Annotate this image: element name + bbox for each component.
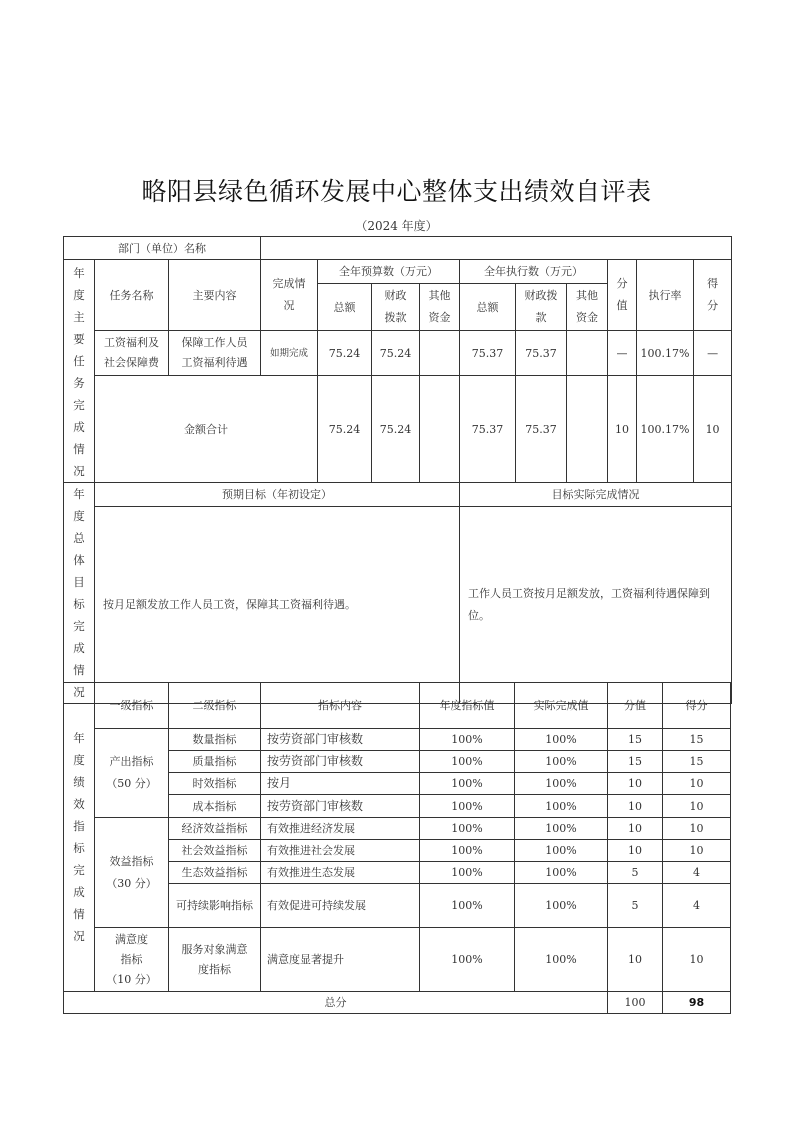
value: 10 bbox=[608, 795, 663, 818]
header-task-name: 任务名称 bbox=[95, 260, 169, 331]
value: 10 bbox=[608, 773, 663, 795]
level2 bbox=[169, 928, 261, 992]
total-value: 100 bbox=[608, 992, 663, 1014]
level2 bbox=[169, 884, 261, 928]
level1-output bbox=[95, 729, 169, 818]
value: 10 bbox=[608, 928, 663, 992]
header-main-content: 主要内容 bbox=[169, 260, 261, 331]
sum-exec-rate: 100.17% bbox=[637, 376, 694, 483]
target: 100% bbox=[420, 862, 515, 884]
actual: 100% bbox=[515, 818, 608, 840]
department-label: 部门（单位）名称 bbox=[64, 237, 261, 260]
sum-score: 10 bbox=[694, 376, 732, 483]
header-level1: 一级指标 bbox=[95, 683, 169, 729]
task-main-content-text: 保障工作人员工资福利待遇 bbox=[181, 336, 248, 370]
score: 10 bbox=[663, 928, 731, 992]
indicator-row bbox=[64, 818, 731, 840]
sum-budget-fiscal: 75.24 bbox=[372, 376, 420, 483]
task-name bbox=[95, 331, 169, 376]
header-exec-other bbox=[567, 284, 608, 331]
score: 10 bbox=[663, 818, 731, 840]
goals-section-text: 年度总体目标完成情况 bbox=[73, 487, 85, 699]
level1-output-name: 产出指标 bbox=[109, 755, 154, 768]
header-score-value-text: 分值 bbox=[616, 277, 628, 313]
header-exec-fiscal bbox=[516, 284, 567, 331]
header-budget-group: 全年预算数（万元） bbox=[318, 260, 460, 284]
actual: 100% bbox=[515, 928, 608, 992]
level2: 生态效益指标 bbox=[169, 862, 261, 884]
header-exec-total: 总额 bbox=[460, 284, 516, 331]
task-completion: 如期完成 bbox=[261, 331, 318, 376]
task-exec-rate: 100.17% bbox=[637, 331, 694, 376]
content: 有效推进生态发展 bbox=[261, 862, 420, 884]
level1-benefit-name: 效益指标 bbox=[109, 854, 154, 868]
task-exec-total: 75.37 bbox=[460, 331, 516, 376]
value: 5 bbox=[608, 884, 663, 928]
level2: 社会效益指标 bbox=[169, 840, 261, 862]
target: 100% bbox=[420, 729, 515, 751]
indicators-section-text: 年度绩效指标完成情况 bbox=[73, 731, 85, 943]
score: 10 bbox=[663, 840, 731, 862]
level2: 成本指标 bbox=[169, 795, 261, 818]
score: 15 bbox=[663, 751, 731, 773]
sum-label: 金额合计 bbox=[95, 376, 318, 483]
task-exec-fiscal: 75.37 bbox=[516, 331, 567, 376]
score: 10 bbox=[663, 773, 731, 795]
expected-goal-header: 预期目标（年初设定） bbox=[95, 483, 460, 507]
score: 15 bbox=[663, 729, 731, 751]
header-score-text: 得分 bbox=[707, 277, 719, 313]
header-score bbox=[694, 260, 732, 331]
level1-output-score: （50 分） bbox=[106, 777, 157, 790]
task-row bbox=[64, 331, 732, 376]
content: 有效推进社会发展 bbox=[261, 840, 420, 862]
task-name-text: 工资福利及社会保障费 bbox=[104, 336, 159, 370]
target: 100% bbox=[420, 818, 515, 840]
actual: 100% bbox=[515, 884, 608, 928]
sum-budget-total: 75.24 bbox=[318, 376, 372, 483]
goals-section-label bbox=[64, 483, 95, 704]
level2: 数量指标 bbox=[169, 729, 261, 751]
actual: 100% bbox=[515, 751, 608, 773]
task-exec-other bbox=[567, 331, 608, 376]
header-score: 得分 bbox=[663, 683, 731, 729]
value: 10 bbox=[608, 840, 663, 862]
content: 按劳资部门审核数 bbox=[261, 795, 420, 818]
header-target: 年度指标值 bbox=[420, 683, 515, 729]
indicator-row bbox=[64, 729, 731, 751]
content: 有效促进可持续发展 bbox=[261, 884, 420, 928]
total-row bbox=[64, 992, 731, 1014]
target: 100% bbox=[420, 884, 515, 928]
value: 15 bbox=[608, 729, 663, 751]
actual: 100% bbox=[515, 862, 608, 884]
actual: 100% bbox=[515, 840, 608, 862]
header-level2: 二级指标 bbox=[169, 683, 261, 729]
sum-exec-fiscal: 75.37 bbox=[516, 376, 567, 483]
indicator-header-row bbox=[64, 683, 731, 729]
value: 5 bbox=[608, 862, 663, 884]
sum-score-value: 10 bbox=[608, 376, 637, 483]
task-score-value: — bbox=[608, 331, 637, 376]
goals-content-row bbox=[64, 507, 732, 704]
header-exec-fiscal-text: 财政拨款 bbox=[524, 289, 558, 325]
page-subtitle: （2024 年度） bbox=[355, 219, 438, 233]
target: 100% bbox=[420, 751, 515, 773]
level1-satisfaction-score: （10 分） bbox=[106, 972, 157, 986]
score: 4 bbox=[663, 862, 731, 884]
level2-text: 服务对象满意度指标 bbox=[181, 942, 248, 976]
department-row bbox=[64, 237, 732, 260]
expected-goal-text: 按月足额发放工作人员工资，保障其工资福利待遇。 bbox=[95, 507, 460, 704]
task-score: — bbox=[694, 331, 732, 376]
department-value bbox=[261, 237, 732, 260]
header-budget-other-text: 其他资金 bbox=[428, 289, 451, 325]
header-completion-text: 完成情况 bbox=[272, 277, 306, 313]
header-score-value bbox=[608, 260, 637, 331]
header-exec-group: 全年执行数（万元） bbox=[460, 260, 608, 284]
header-content: 指标内容 bbox=[261, 683, 420, 729]
task-budget-fiscal: 75.24 bbox=[372, 331, 420, 376]
header-budget-fiscal-text: 财政拨款 bbox=[384, 289, 407, 325]
level2: 质量指标 bbox=[169, 751, 261, 773]
tasks-section-text: 年度主要任务完成情况 bbox=[73, 266, 85, 478]
indicator-row bbox=[64, 928, 731, 992]
sum-exec-total: 75.37 bbox=[460, 376, 516, 483]
task-header-row-1 bbox=[64, 260, 732, 284]
content: 按劳资部门审核数 bbox=[261, 729, 420, 751]
content: 按劳资部门审核数 bbox=[261, 751, 420, 773]
header-exec-rate: 执行率 bbox=[637, 260, 694, 331]
header-budget-other bbox=[420, 284, 460, 331]
actual: 100% bbox=[515, 773, 608, 795]
total-label: 总分 bbox=[64, 992, 608, 1014]
level2: 经济效益指标 bbox=[169, 818, 261, 840]
level1-satisfaction-name: 满意度指标 bbox=[115, 932, 148, 966]
sum-exec-other bbox=[567, 376, 608, 483]
content: 按月 bbox=[261, 773, 420, 795]
header-exec-other-text: 其他资金 bbox=[576, 289, 599, 325]
actual: 100% bbox=[515, 729, 608, 751]
level1-benefit bbox=[95, 818, 169, 928]
tasks-section-label bbox=[64, 260, 95, 483]
target: 100% bbox=[420, 795, 515, 818]
actual-goal-header: 目标实际完成情况 bbox=[460, 483, 732, 507]
task-budget-total: 75.24 bbox=[318, 331, 372, 376]
page-title: 略阳县绿色循环发展中心整体支出绩效自评表 bbox=[141, 177, 652, 206]
header-value: 分值 bbox=[608, 683, 663, 729]
total-score: 98 bbox=[663, 992, 731, 1014]
header-budget-fiscal bbox=[372, 284, 420, 331]
task-budget-other bbox=[420, 331, 460, 376]
indicators-section-label bbox=[64, 683, 95, 992]
target: 100% bbox=[420, 840, 515, 862]
level2-text: 可持续影响指标 bbox=[176, 898, 253, 912]
target: 100% bbox=[420, 928, 515, 992]
task-main-content bbox=[169, 331, 261, 376]
content: 有效推进经济发展 bbox=[261, 818, 420, 840]
content: 满意度显著提升 bbox=[261, 928, 420, 992]
value: 15 bbox=[608, 751, 663, 773]
value: 10 bbox=[608, 818, 663, 840]
sum-budget-other bbox=[420, 376, 460, 483]
indicator-table bbox=[63, 682, 731, 1014]
header-completion bbox=[261, 260, 318, 331]
task-sum-row bbox=[64, 376, 732, 483]
level1-benefit-score: （30 分） bbox=[106, 876, 157, 890]
level2: 时效指标 bbox=[169, 773, 261, 795]
level1-satisfaction bbox=[95, 928, 169, 992]
actual: 100% bbox=[515, 795, 608, 818]
actual-goal-text: 工作人员工资按月足额发放，工资福利待遇保障到位。 bbox=[460, 507, 732, 704]
score: 10 bbox=[663, 795, 731, 818]
header-budget-total: 总额 bbox=[318, 284, 372, 331]
header-actual: 实际完成值 bbox=[515, 683, 608, 729]
score: 4 bbox=[663, 884, 731, 928]
target: 100% bbox=[420, 773, 515, 795]
goals-header-row bbox=[64, 483, 732, 507]
task-table bbox=[63, 236, 732, 704]
